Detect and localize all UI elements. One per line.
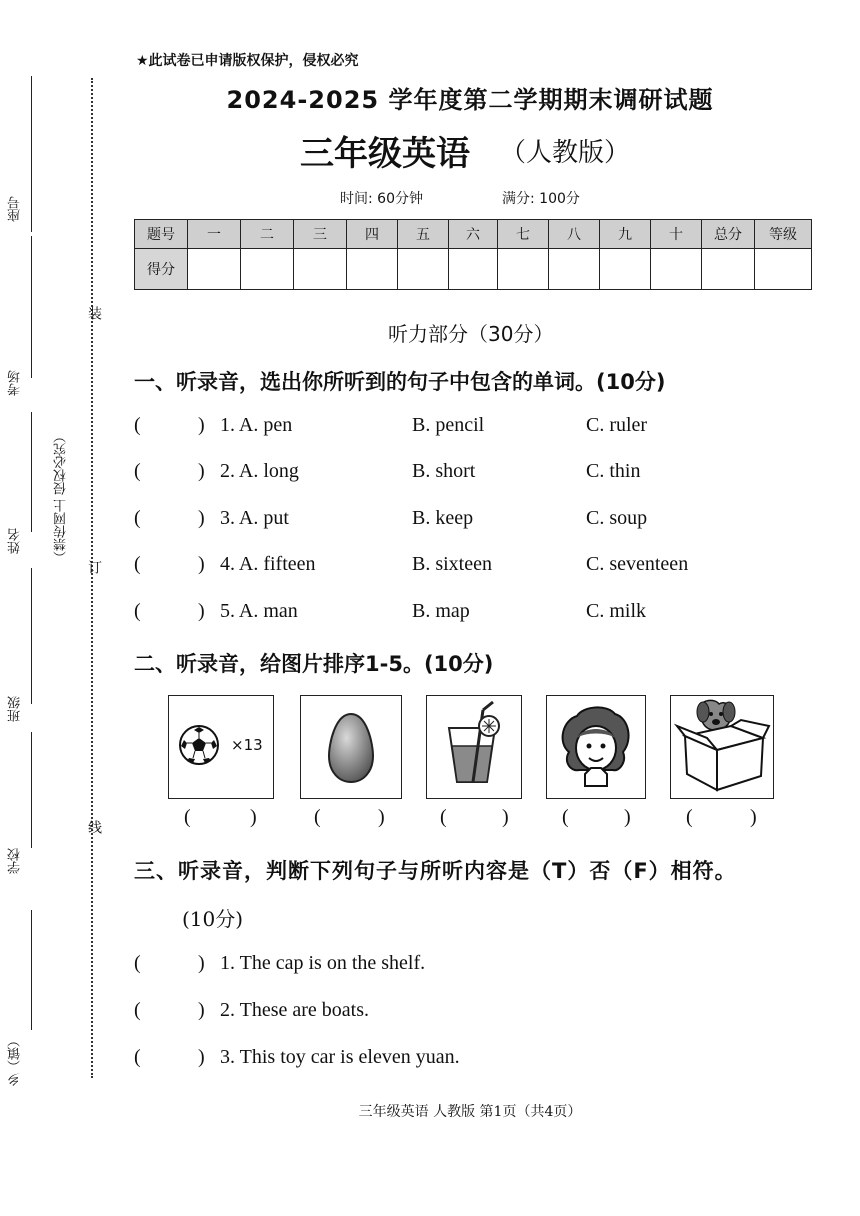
egg-icon — [301, 696, 401, 798]
score-cell[interactable] — [549, 249, 600, 290]
score-header-cell: 九 — [600, 220, 651, 249]
school-label: 学校 — [8, 848, 23, 874]
township-blank — [31, 910, 32, 1030]
subject-title: 三年级英语 — [300, 134, 470, 174]
answer-paren-open[interactable]: ( — [134, 999, 141, 1021]
answer-paren-close: ) — [198, 507, 205, 529]
answer-paren-close: ) — [198, 553, 205, 575]
exam-room-label: 考场 — [8, 370, 23, 396]
score-header-cell: 八 — [549, 220, 600, 249]
girl-face-icon — [547, 696, 645, 798]
option-c: C. milk — [586, 600, 647, 622]
statement-text: 2. These are boats. — [220, 999, 370, 1021]
listening-heading: 听力部分（30分） — [388, 322, 554, 346]
option-a: 1. A. pen — [220, 414, 293, 436]
answer-paren-close: ) — [198, 414, 205, 436]
score-cell[interactable] — [702, 249, 755, 290]
answer-paren-close: ) — [198, 999, 205, 1021]
order-paren-close: ) — [250, 806, 257, 828]
binding-notice: （禁传网上 侵权必究） — [54, 430, 69, 565]
option-a: 2. A. long — [220, 460, 299, 482]
picture-card-5 — [670, 695, 774, 799]
picture-caption: ×13 — [231, 736, 263, 754]
score-table-score-row — [135, 249, 812, 290]
binding-char-zhuang: 装 — [86, 306, 102, 320]
option-a: 5. A. man — [220, 600, 298, 622]
option-b: B. map — [412, 600, 470, 622]
option-c: C. ruler — [586, 414, 648, 436]
order-paren-close: ) — [624, 806, 631, 828]
binding-char-ding: 订 — [86, 560, 102, 574]
page-footer: 三年级英语 人教版 第1页（共4页） — [358, 1104, 582, 1120]
score-cell[interactable] — [294, 249, 347, 290]
option-b: B. sixteen — [412, 553, 492, 575]
score-cell[interactable] — [498, 249, 549, 290]
answer-paren-open[interactable]: ( — [134, 414, 141, 436]
answer-paren-open[interactable]: ( — [134, 600, 141, 622]
score-header-cell: 二 — [241, 220, 294, 249]
score-header-cell: 一 — [188, 220, 241, 249]
answer-paren-close: ) — [198, 600, 205, 622]
answer-paren-open[interactable]: ( — [134, 952, 141, 974]
score-table — [134, 219, 812, 290]
score-cell[interactable] — [449, 249, 498, 290]
score-header-cell: 六 — [449, 220, 498, 249]
full-score-label: 满分: 100分 — [502, 191, 580, 207]
option-c: C. soup — [586, 507, 648, 529]
option-b: B. keep — [412, 507, 474, 529]
name-blank — [31, 412, 32, 532]
answer-paren-close: ) — [198, 952, 205, 974]
answer-paren-open[interactable]: ( — [134, 553, 141, 575]
time-label: 时间: 60分钟 — [340, 191, 423, 207]
class-blank — [31, 568, 32, 704]
binding-char-xian: 线 — [86, 820, 102, 834]
picture-card-4 — [546, 695, 646, 799]
order-paren-open[interactable]: ( — [562, 806, 569, 828]
option-c: C. seventeen — [586, 553, 689, 575]
order-paren-close: ) — [750, 806, 757, 828]
order-paren-close: ) — [502, 806, 509, 828]
score-cell[interactable] — [398, 249, 449, 290]
order-paren-open[interactable]: ( — [314, 806, 321, 828]
name-label: 姓名 — [8, 528, 23, 554]
picture-card-1 — [168, 695, 274, 799]
score-cell[interactable] — [755, 249, 812, 290]
section3-title: 三、听录音，判断下列句子与所听内容是（T）否（F）相符。 — [134, 859, 737, 883]
exam-room-blank — [31, 236, 32, 378]
binding-dotted-line — [91, 78, 93, 1078]
order-paren-open[interactable]: ( — [686, 806, 693, 828]
score-cell[interactable] — [241, 249, 294, 290]
order-paren-open[interactable]: ( — [440, 806, 447, 828]
class-label: 班级 — [8, 696, 23, 722]
option-a: 3. A. put — [220, 507, 289, 529]
score-header-cell: 三 — [294, 220, 347, 249]
score-table-header-row — [135, 220, 812, 249]
exam-title: 2024-2025 学年度第二学期期末调研试题 — [226, 86, 714, 114]
section1-title: 一、听录音，选出你所听到的句子中包含的单词。(10分) — [134, 370, 666, 394]
answer-paren-open[interactable]: ( — [134, 460, 141, 482]
statement-text: 1. The cap is on the shelf. — [220, 952, 426, 974]
picture-card-2 — [300, 695, 402, 799]
juice-glass-icon — [427, 696, 521, 798]
option-b: B. short — [412, 460, 476, 482]
statement-text: 3. This toy car is eleven yuan. — [220, 1046, 460, 1068]
score-header-cell: 总分 — [702, 220, 755, 249]
score-cell[interactable] — [600, 249, 651, 290]
score-cell[interactable] — [188, 249, 241, 290]
score-row-label: 得分 — [135, 249, 188, 290]
section2-title: 二、听录音，给图片排序1-5。(10分) — [134, 652, 494, 676]
score-cell[interactable] — [347, 249, 398, 290]
order-paren-close: ) — [378, 806, 385, 828]
score-header-cell: 五 — [398, 220, 449, 249]
score-cell[interactable] — [651, 249, 702, 290]
option-b: B. pencil — [412, 414, 485, 436]
score-header-cell: 七 — [498, 220, 549, 249]
copyright-notice: ★此试卷已申请版权保护，侵权必究 — [136, 53, 359, 69]
answer-paren-open[interactable]: ( — [134, 1046, 141, 1068]
score-header-cell: 四 — [347, 220, 398, 249]
option-a: 4. A. fifteen — [220, 553, 316, 575]
score-header-cell: 十 — [651, 220, 702, 249]
edition-label: （人教版） — [500, 138, 631, 168]
seat-number-label: 座号 — [8, 196, 23, 222]
section3-points: (10分) — [182, 907, 244, 931]
answer-paren-close: ) — [198, 460, 205, 482]
answer-paren-close: ) — [198, 1046, 205, 1068]
township-label: 乡（镇） — [8, 1034, 23, 1086]
option-c: C. thin — [586, 460, 641, 482]
dog-in-box-icon — [671, 696, 773, 798]
school-blank — [31, 732, 32, 848]
picture-card-3 — [426, 695, 522, 799]
answer-paren-open[interactable]: ( — [134, 507, 141, 529]
score-header-cell: 等级 — [755, 220, 812, 249]
score-header-cell: 题号 — [135, 220, 188, 249]
order-paren-open[interactable]: ( — [184, 806, 191, 828]
